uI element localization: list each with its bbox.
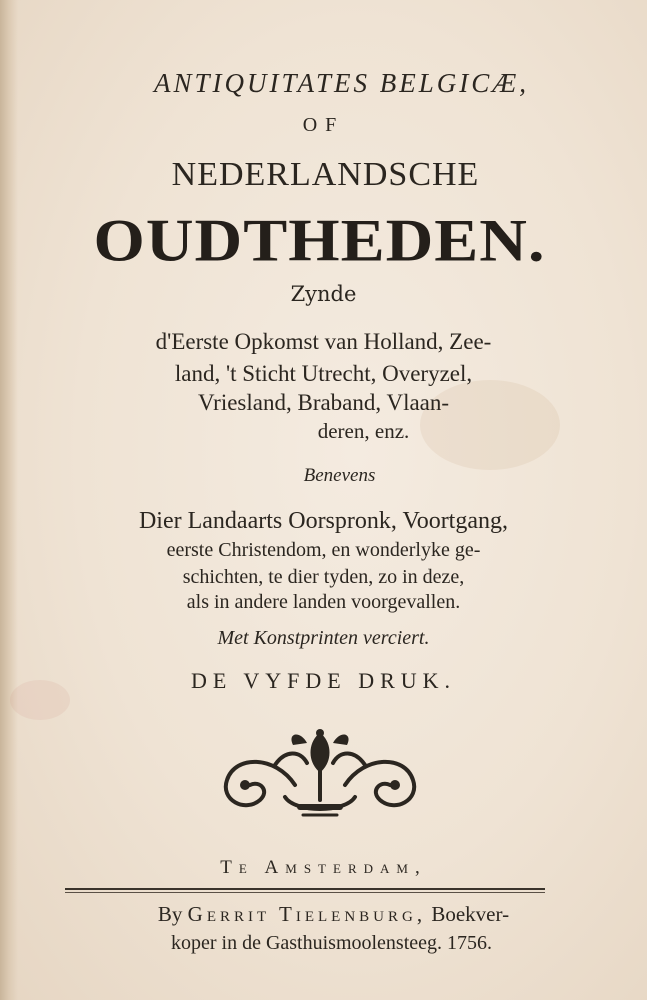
title-of: OF [302,114,345,136]
publisher-line-1 [10,904,647,925]
publisher-role: Boekver- [431,902,510,926]
title-line-1: ANTIQUITATES BELGICÆ, [153,68,530,98]
origin-line: als in andere landen voorgevallen. [186,591,461,613]
origin-line: eerste Christendom, en wonderlyke ge- [166,539,481,561]
publisher-prefix: By [157,902,183,926]
origin-line: schichten, te dier tyden, zo in deze, [182,566,465,588]
description-line: land, 't Sticht Utrecht, Overyzel, [174,361,473,386]
title-line-3: OUDTHEDEN. [93,206,546,275]
description-line: deren, enz. [317,419,410,443]
divider-rule [65,888,545,890]
description-line: Vriesland, Braband, Vlaan- [197,390,450,415]
zynde-text: Zynde [290,282,357,306]
konstprinten-text: Met Konstprinten verciert. [217,627,430,649]
place-of-publication: Te Amsterdam, [220,857,427,878]
divider-rule-thin [65,892,545,893]
description-line: d'Eerste Opkomst van Holland, Zee- [155,329,492,354]
edition-text: DE VYFDE DRUK. [190,668,457,693]
publisher-line-2: koper in de Gasthuismoolensteeg. 1756. [170,932,493,954]
title-line-2: NEDERLANDSCHE [171,156,480,193]
publisher-name: Gerrit Tielenburg, [187,902,427,926]
origin-line: Dier Landaarts Oorspronk, Voortgang, [138,508,509,534]
printer-ornament-icon [215,725,425,820]
benevens-text: Benevens [303,465,376,486]
